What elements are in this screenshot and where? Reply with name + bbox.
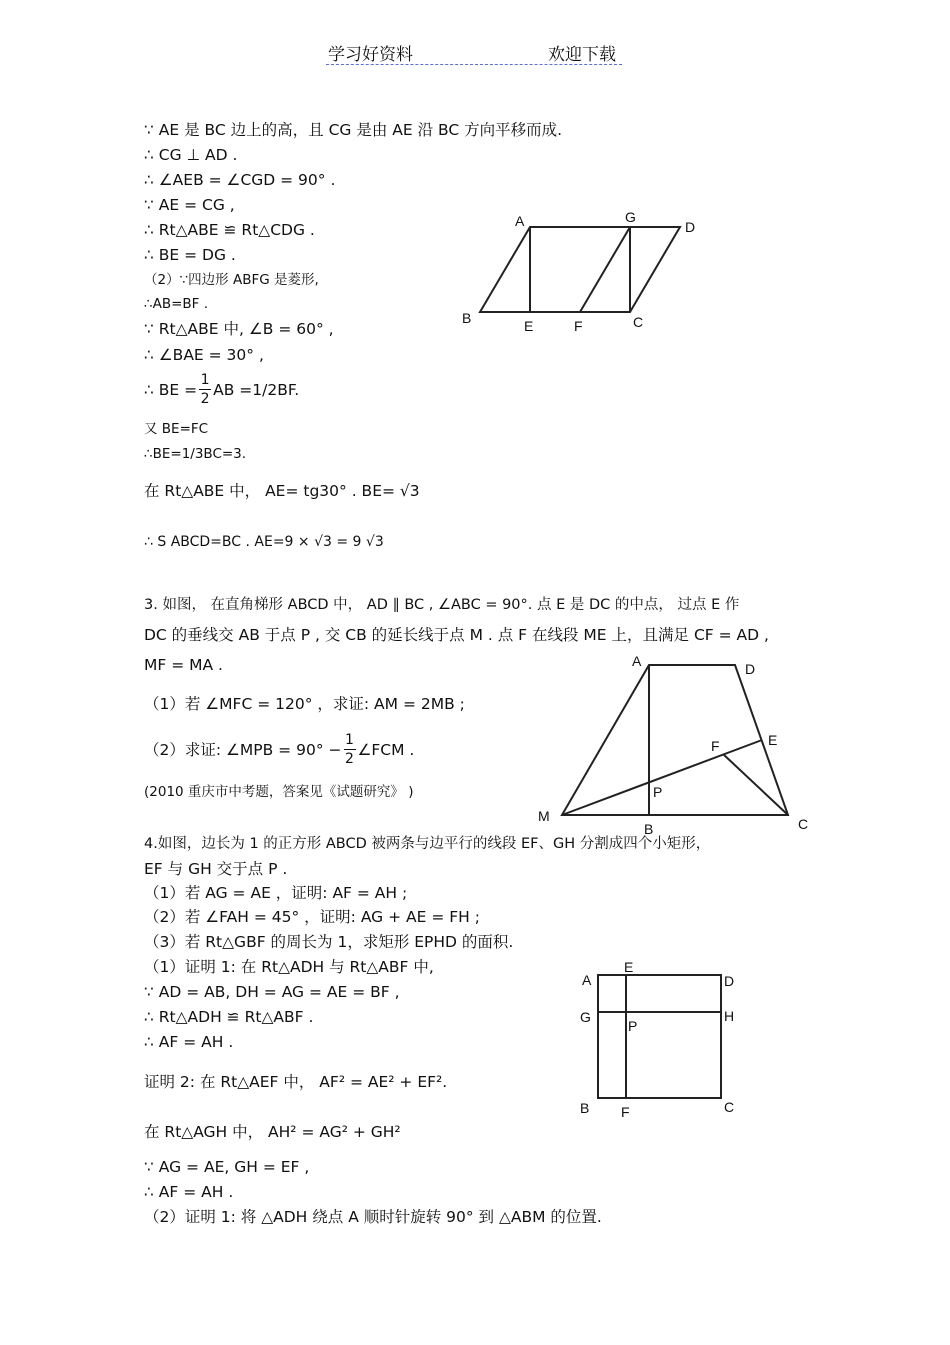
text-line: 4.如图，边长为 1 的正方形 ABCD 被两条与边平行的线段 EF、GH 分割成四个小矩形， [144,836,711,852]
square-figure [570,955,750,1125]
fraction [199,371,211,408]
label-c: C [798,816,809,832]
text-line: ∴ AF = AH . [144,1033,234,1051]
fraction [344,731,356,768]
text-fragment: （2）求证: ∠MPB = 90° − [144,740,342,759]
label-a: A [582,972,592,988]
label-h: H [724,1008,735,1024]
text-line: ∴ BE = DG . [144,246,236,264]
text-line: （2）若 ∠FAH = 45° ，证明: AG + AE = FH ; [144,908,480,926]
segment-me [562,740,762,815]
text-line: (2010 重庆市中考题，答案见《试题研究》 ) [144,784,414,800]
text-line: 又 BE=FC [144,421,209,437]
header-right: 欢迎下载 [548,45,616,65]
text-line: MF = MA . [144,656,223,674]
text-line: ∵ AE = CG , [144,196,235,214]
text-fragment: ∴ BE = [144,380,198,399]
text-line: ∴AB=BF . [144,296,209,312]
header-divider [326,64,622,65]
fraction-denominator: 2 [200,391,210,407]
segment-gf [580,227,630,312]
label-a: A [632,653,642,669]
label-b: B [462,310,472,326]
text-line: （2）证明 1: 将 △ADH 绕点 A 顺时针旋转 90° 到 △ABM 的位置. [144,1208,602,1226]
label-p: P [653,784,663,800]
text-line: DC 的垂线交 AB 于点 P , 交 CB 的延长线于点 M . 点 F 在线段 ME 上，且满足 CF = AD , [144,626,769,644]
text-line: EF 与 GH 交于点 P . [144,860,288,878]
label-f: F [711,738,720,754]
header-left: 学习好资料 [328,45,413,65]
text-fragment: AB =1/2BF. [213,380,300,399]
text-line: ∴BE=1/3BC=3. [144,446,247,462]
text-line: ∵ AE 是 BC 边上的高，且 CG 是由 AE 沿 BC 方向平移而成. [144,121,563,139]
label-d: D [724,973,735,989]
text-line-fraction [144,371,299,408]
label-f: F [574,318,583,334]
text-line: 在 Rt△AGH 中， AH² = AG² + GH² [144,1123,401,1141]
label-e: E [624,959,634,975]
square-outline [598,975,721,1098]
label-b: B [580,1100,590,1116]
trapezoid-outline [562,665,788,815]
label-a: A [515,213,525,229]
text-fragment: ∠FCM . [357,740,415,759]
label-g: G [625,209,636,225]
label-f: F [621,1104,630,1120]
label-m: M [538,808,550,824]
label-c: C [724,1099,735,1115]
text-line: ∴ S ABCD=BC . AE=9 × √3 = 9 √3 [144,534,384,550]
label-d: D [685,219,696,235]
parallelogram-figure [455,205,705,345]
label-p: P [628,1018,638,1034]
text-line: 证明 2: 在 Rt△AEF 中， AF² = AE² + EF². [144,1073,448,1091]
text-line: ∴ CG ⊥ AD . [144,146,238,164]
text-line: 在 Rt△ABE 中， AE= tg30° . BE= √3 [144,482,420,500]
text-line: ∵ AG = AE, GH = EF , [144,1158,310,1176]
text-line: （1）若 ∠MFC = 120° ，求证: AM = 2MB ; [144,695,465,713]
text-line: （1）证明 1: 在 Rt△ADH 与 Rt△ABF 中, [144,958,434,976]
text-line: 3. 如图， 在直角梯形 ABCD 中， AD ∥ BC , ∠ABC = 90°. 点 E 是 DC 的中点， 过点 E 作 [144,597,740,613]
label-g: G [580,1009,591,1025]
fraction-numerator: 1 [345,732,354,748]
label-d: D [745,661,756,677]
text-line: ∴ ∠BAE = 30° , [144,346,264,364]
text-line-fraction [144,731,414,768]
text-line: ∴ AF = AH . [144,1183,234,1201]
label-c: C [633,314,644,330]
text-line: ∴ ∠AEB = ∠CGD = 90° . [144,171,336,189]
text-line: （1）若 AG = AE ，证明: AF = AH ; [144,884,408,902]
fraction-denominator: 2 [345,751,354,767]
text-line: ∴ Rt△ADH ≌ Rt△ABF . [144,1008,314,1026]
text-line: ∴ Rt△ABE ≌ Rt△CDG . [144,221,315,239]
label-e: E [524,318,534,334]
label-b: B [644,821,654,837]
fraction-numerator: 1 [200,372,210,388]
text-line: （3）若 Rt△GBF 的周长为 1，求矩形 EPHD 的面积. [144,933,514,951]
text-line: ∵ Rt△ABE 中, ∠B = 60° , [144,320,334,338]
parallelogram-outline [480,227,680,312]
label-e: E [768,732,778,748]
text-line: （2）∵四边形 ABFG 是菱形, [144,272,319,288]
trapezoid-figure [530,650,820,840]
text-line: ∵ AD = AB, DH = AG = AE = BF , [144,983,400,1001]
